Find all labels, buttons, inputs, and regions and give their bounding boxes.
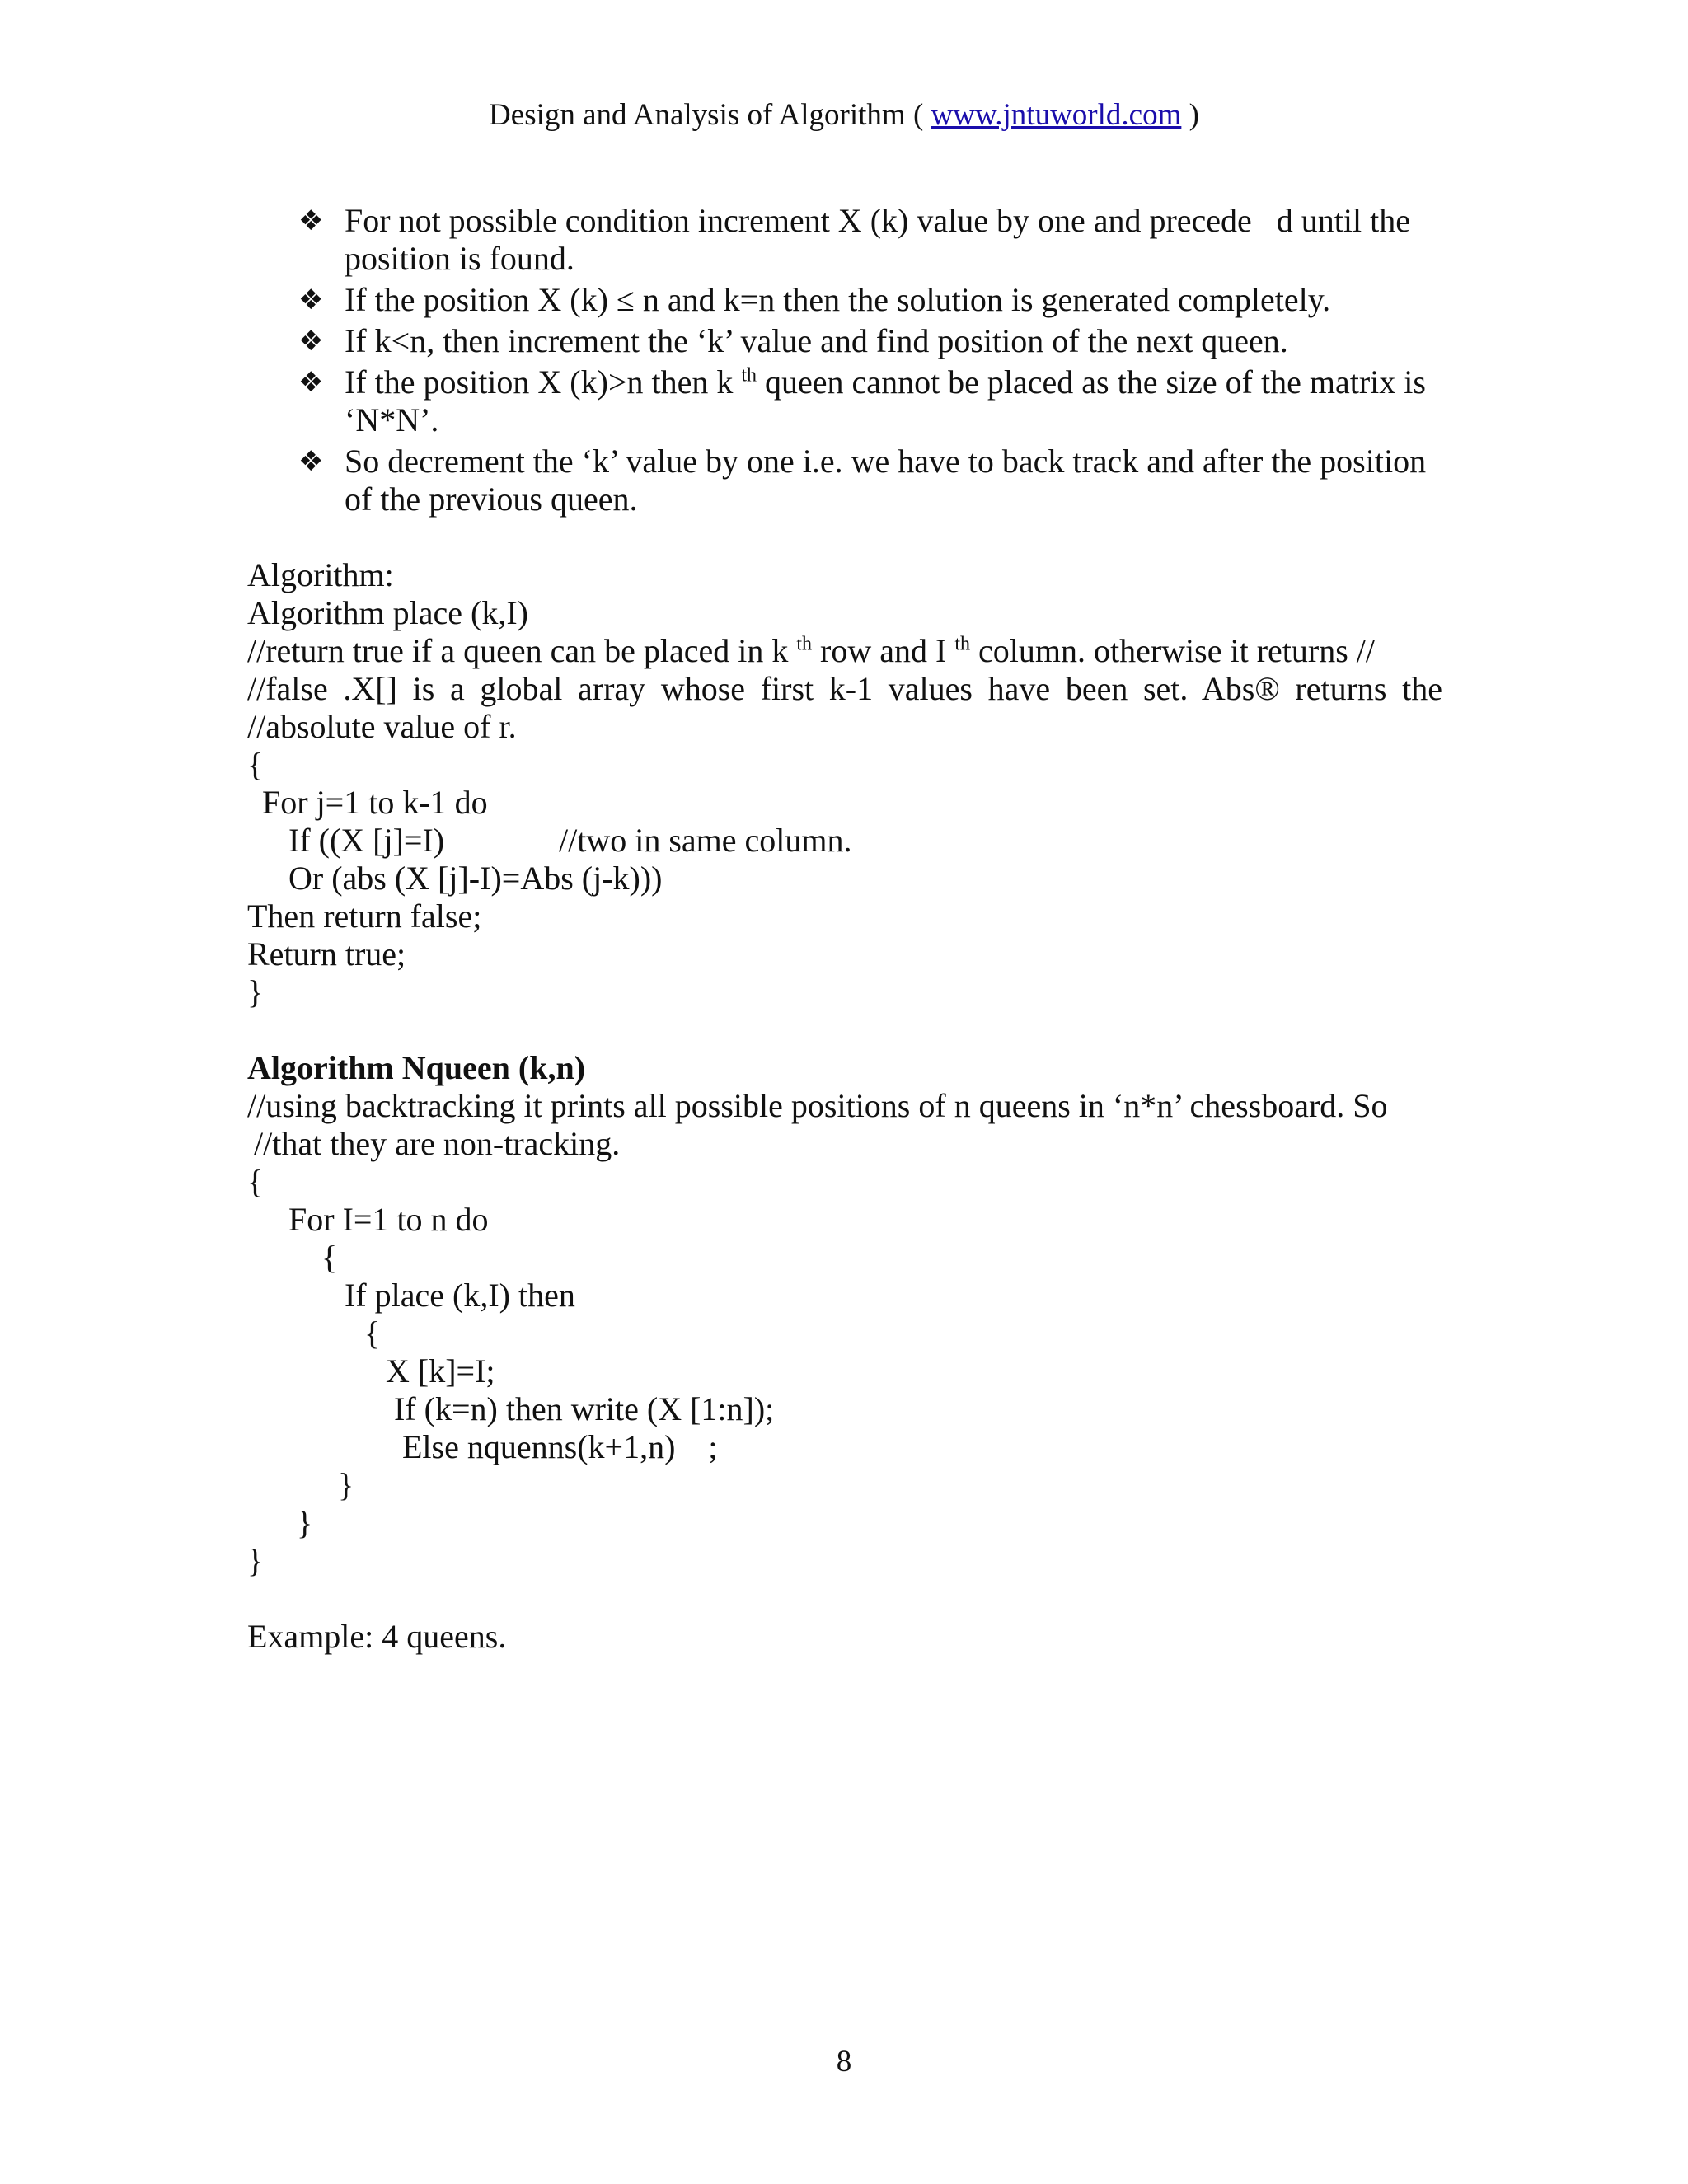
bullet-1-line-1: For not possible condition increment X (k) value by one and precede d until the: [345, 202, 1411, 239]
nqueen-if-open-brace: {: [364, 1315, 381, 1352]
place-comment-1c: column. otherwise it returns //: [970, 632, 1376, 669]
nqueen-if-close-brace: }: [338, 1466, 354, 1503]
diamond-bullet-icon: ❖: [298, 284, 324, 316]
bullet-2-line-1: If the position X (k) ≤ n and k=n then the solution is generated completely.: [345, 281, 1331, 318]
nqueen-if-line: If place (k,I) then: [345, 1277, 575, 1314]
bullet-5-line-1: So decrement the ‘k’ value by one i.e. we have to back track and after the position: [345, 443, 1427, 480]
nqueen-comment-2: //that they are non-tracking.: [254, 1125, 621, 1162]
diamond-bullet-icon: ❖: [298, 204, 324, 237]
bullet-4-text-a: If the position X (k)>n then k: [345, 363, 742, 401]
header-suffix: ): [1181, 98, 1199, 132]
place-comment-3: //absolute value of r.: [247, 708, 517, 745]
place-close-brace: }: [247, 973, 264, 1010]
nqueen-loop-open-brace: {: [321, 1239, 338, 1276]
bullet-5-line-2: of the previous queen.: [345, 480, 638, 518]
bullet-1-line-2: position is found.: [345, 240, 574, 277]
nqueen-open-brace: {: [247, 1163, 264, 1200]
place-comment-1b: row and I: [812, 632, 955, 669]
nqueen-for-line: For I=1 to n do: [288, 1201, 489, 1238]
place-or-line: Or (abs (X [j]-I)=Abs (j-k))): [288, 860, 663, 897]
place-comment-1: [247, 631, 1375, 670]
nqueen-heading: Algorithm Nqueen (k,n): [247, 1049, 586, 1086]
place-for-line: For j=1 to k-1 do: [262, 784, 488, 821]
nqueen-loop-close-brace: }: [297, 1504, 313, 1541]
header-title: Design and Analysis of Algorithm (: [489, 98, 931, 132]
place-if-comment: //two in same column.: [559, 822, 852, 859]
nqueen-assign-line: X [k]=I;: [386, 1352, 495, 1390]
place-comment-sup-2: th: [954, 633, 970, 655]
place-comment-2: //false .X[] is a global array whose first k-1 values have been set. Abs® returns the: [247, 670, 1442, 707]
bullet-4-line-2: ‘N*N’.: [345, 401, 439, 438]
place-if-line: If ((X [j]=I): [288, 822, 445, 859]
place-then-line: Then return false;: [247, 898, 482, 935]
header-link[interactable]: www.jntuworld.com: [931, 98, 1182, 132]
page-header: [0, 97, 1688, 133]
nqueen-else-line: Else nquenns(k+1,n) ;: [402, 1428, 718, 1465]
place-signature: Algorithm place (k,I): [247, 594, 528, 631]
place-comment-1a: //return true if a queen can be placed in k: [247, 632, 797, 669]
page-number: 8: [836, 2045, 852, 2079]
diamond-bullet-icon: ❖: [298, 366, 324, 399]
algorithm-heading: Algorithm:: [247, 556, 394, 593]
nqueen-close-brace: }: [247, 1542, 264, 1579]
bullet-4-superscript: th: [741, 364, 757, 387]
place-comment-sup-1: th: [796, 633, 813, 655]
diamond-bullet-icon: ❖: [298, 445, 324, 478]
nqueen-if-k-line: If (k=n) then write (X [1:n]);: [394, 1390, 775, 1427]
bullet-3-line-1: If k<n, then increment the ‘k’ value and find position of the next queen.: [345, 322, 1288, 359]
place-open-brace: {: [247, 746, 264, 783]
example-line: Example: 4 queens.: [247, 1618, 507, 1655]
bullet-4-line-1: [345, 363, 1426, 401]
diamond-bullet-icon: ❖: [298, 325, 324, 358]
nqueen-comment-1: //using backtracking it prints all possible positions of n queens in ‘n*n’ chessboard. So: [247, 1087, 1388, 1124]
bullet-4-text-b: queen cannot be placed as the size of the matrix is: [757, 363, 1426, 401]
place-return-line: Return true;: [247, 935, 406, 972]
